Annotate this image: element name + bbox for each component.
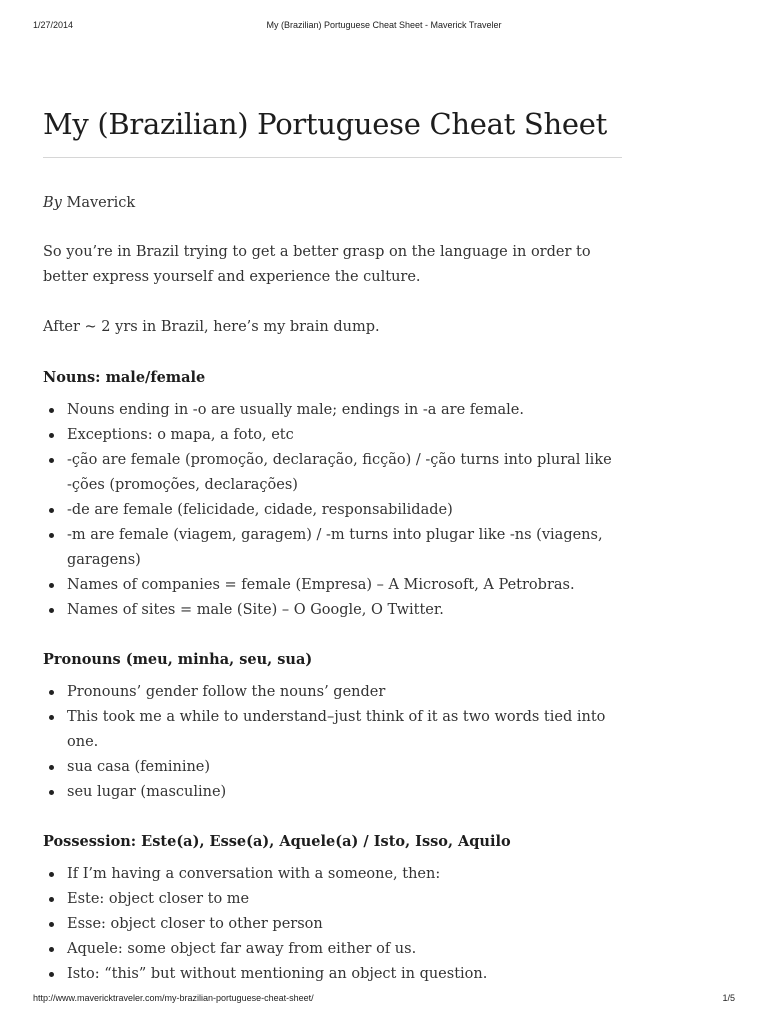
byline [43,191,623,216]
list-item: Names of companies = female (Empresa) – A Microsoft, A Petrobras. [67,573,623,598]
byline-prefix: By [43,195,62,211]
list-possession [43,862,623,987]
list-item: Names of sites = male (Site) – O Google, O Twitter. [67,598,623,623]
list-item: Pronouns’ gender follow the nouns’ gender [67,680,623,705]
list-item: -m are female (viagem, garagem) / -m turns into plugar like -ns (viagens, garagens) [67,523,623,573]
list-item: Exceptions: o mapa, a foto, etc [67,423,623,448]
list-item: Esse: object closer to other person [67,912,623,937]
page-number: 1/5 [722,993,735,1003]
list-item: If I’m having a conversation with a someone, then: [67,862,623,887]
list-item: Nouns ending in -o are usually male; endings in -a are female. [67,398,623,423]
list-item: Este: object closer to me [67,887,623,912]
section-heading-possession: Possession: Este(a), Esse(a), Aquele(a) / Isto, Isso, Aquilo [43,833,511,850]
intro-paragraph-2: After ~ 2 yrs in Brazil, here’s my brain dump. [43,319,380,335]
intro-paragraph: So you’re in Brazil trying to get a better grasp on the language in order to better express yourself and experience the culture. [43,244,591,285]
print-header [33,20,735,30]
section-heading-pronouns: Pronouns (meu, minha, seu, sua) [43,651,313,668]
list-item: Aquele: some object far away from either of us. [67,937,623,962]
article-title: My (Brazilian) Portuguese Cheat Sheet [43,107,607,141]
list-item: -ção are female (promoção, declaração, ficção) / -ção turns into plural like -ções (promoções, declarações) [67,448,623,498]
section-heading-nouns: Nouns: male/female [43,369,206,386]
list-pronouns [43,680,623,805]
print-date: 1/27/2014 [33,20,74,30]
print-url[interactable]: http://www.mavericktraveler.com/my-brazilian-portuguese-cheat-sheet/ [33,993,314,1003]
print-page-title: My (Brazilian) Portuguese Cheat Sheet - Maverick Traveler [266,20,502,30]
list-item: -de are female (felicidade, cidade, responsabilidade) [67,498,623,523]
list-nouns [43,398,623,623]
list-item: seu lugar (masculine) [67,780,623,805]
list-item: Isto: “this” but without mentioning an object in question. [67,962,623,987]
article [43,104,623,987]
list-item: sua casa (feminine) [67,755,623,780]
list-item: This took me a while to understand–just think of it as two words tied into one. [67,705,623,755]
author-link[interactable]: Maverick [66,195,136,211]
print-footer [33,993,735,1003]
title-divider [43,157,622,158]
